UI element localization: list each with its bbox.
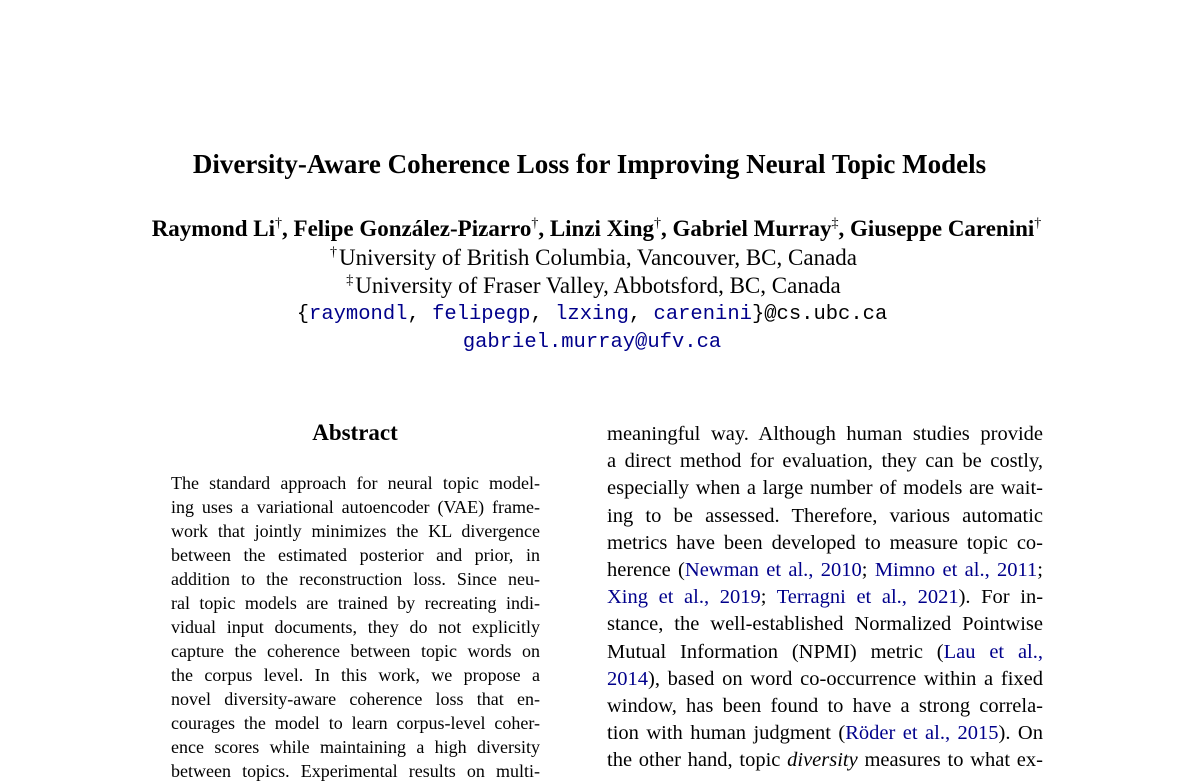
author-name: Giuseppe Carenini (850, 216, 1035, 241)
author-separator: , (838, 216, 851, 241)
citation-author[interactable]: Newman et al. (684, 558, 809, 581)
email-domain: }@cs.ubc.ca (751, 303, 888, 326)
email-link-carenini[interactable]: carenini (653, 303, 752, 326)
citation-sep: , (984, 558, 998, 581)
body-text: ; (760, 586, 777, 609)
abstract-heading: Abstract (312, 420, 398, 445)
email-ubc (0, 301, 1179, 329)
intro-text-column (607, 421, 1043, 774)
email-separator: , (530, 303, 556, 326)
citation-author[interactable]: Terragni et al. (776, 586, 902, 609)
citation-author[interactable]: Lau et al. (943, 640, 1038, 663)
affiliation-text: University of Fraser Valley, Abbotsford, BC, Canada (355, 273, 841, 298)
citation-year[interactable]: 2011 (997, 558, 1038, 581)
author-separator: , (538, 216, 550, 241)
email-separator: , (407, 303, 433, 326)
citation-sep: , (808, 558, 821, 581)
abstract-line: ing uses a variational autoencoder (VAE) frame- (171, 497, 540, 517)
author-name: Felipe González-Pizarro (293, 216, 532, 241)
citation-year[interactable]: 2021 (917, 586, 959, 609)
author-name: Gabriel Murray (672, 216, 832, 241)
body-line: stance, the well-established Normalized Pointwise (607, 613, 1043, 636)
email-link-felipegp[interactable]: felipegp (432, 303, 531, 326)
abstract-line: work that jointly minimizes the KL divergence (171, 521, 540, 541)
citation-mimno[interactable] (875, 559, 1037, 581)
body-line (607, 720, 1043, 747)
body-line (607, 639, 1043, 666)
body-line: ing to be assessed. Therefore, various automatic (607, 504, 1043, 527)
body-line: a direct method for evaluation, they can be costly, (607, 450, 1043, 473)
body-text: tion with human judgment ( (607, 722, 846, 745)
body-line: window, has been found to have a strong correla- (607, 694, 1043, 717)
body-line (607, 666, 1043, 693)
body-text: ; (1037, 558, 1043, 581)
citation-sep: , (703, 586, 720, 609)
email-brace-open: { (296, 303, 310, 326)
citation-lau-year[interactable]: 2014 (607, 667, 648, 690)
email-link-gabriel-murray[interactable]: gabriel.murray@ufv.ca (462, 331, 722, 354)
citation-year[interactable]: 2019 (719, 586, 761, 609)
author-name: Raymond Li (151, 216, 276, 241)
email-link-raymondl[interactable]: raymondl (309, 303, 408, 326)
citation-xing[interactable] (607, 586, 761, 608)
affiliation-mark: † (1034, 216, 1042, 231)
affiliation-mark: ‡ (831, 216, 839, 231)
affiliation-text: University of British Columbia, Vancouver, BC, Canada (338, 245, 857, 270)
affiliation-mark: † (275, 216, 283, 231)
body-text: ). For in- (958, 586, 1044, 609)
body-line: especially when a large number of models are wait- (607, 477, 1043, 500)
abstract-line: novel diversity-aware coherence loss that en- (171, 689, 540, 709)
citation-roder[interactable] (845, 722, 998, 744)
body-text: measures to what ex- (857, 749, 1043, 772)
body-text: herence ( (607, 558, 685, 581)
body-line: meaningful way. Although human studies provide (607, 423, 1043, 445)
paper-title: Diversity-Aware Coherence Loss for Improving Neural Topic Models (192, 149, 987, 179)
body-line (607, 584, 1043, 611)
citation-author[interactable]: Xing et al. (607, 586, 704, 609)
body-line (607, 557, 1043, 584)
body-text: the other hand, topic (607, 749, 788, 772)
affiliation-mark: ‡ (346, 273, 354, 288)
body-text: ). On (998, 722, 1043, 745)
abstract-line: capture the coherence between topic words on (171, 641, 540, 661)
citation-terragni[interactable] (777, 586, 959, 608)
author-separator: , (282, 216, 294, 241)
citation-year[interactable]: 2010 (820, 558, 862, 581)
citation-sep: , (901, 586, 918, 609)
affiliation-ufv (4, 272, 1179, 300)
body-line: metrics have been developed to measure topic co- (607, 531, 1043, 554)
emphasis-diversity: diversity (787, 749, 858, 772)
body-text: Mutual Information (NPMI) metric ( (607, 640, 944, 663)
citation-year[interactable]: 2015 (957, 722, 999, 745)
affiliation-ubc (4, 244, 1179, 272)
abstract-line: addition to the reconstruction loss. Since neu- (171, 569, 540, 589)
author-list (0, 213, 1179, 245)
email-ufv (0, 329, 1179, 357)
abstract-body (171, 471, 540, 783)
citation-lau[interactable] (944, 641, 1043, 663)
body-line (607, 747, 1043, 774)
abstract-line: The standard approach for neural topic model- (171, 473, 540, 493)
body-text: ), based on word co-occurrence within a fixed (648, 667, 1043, 690)
body-text: ; (861, 558, 875, 581)
affiliation-mark: † (329, 245, 337, 260)
affiliation-mark: † (654, 216, 661, 231)
email-separator: , (628, 303, 654, 326)
citation-sep: , (1037, 640, 1044, 663)
email-link-lzxing[interactable]: lzxing (555, 303, 629, 326)
abstract-line: ral topic models are trained by recreating indi- (171, 593, 540, 613)
author-separator: , (661, 216, 673, 241)
affiliation-mark: † (531, 216, 539, 231)
citation-sep: , (944, 722, 958, 745)
abstract-line: the corpus level. In this work, we propose a (171, 665, 540, 685)
abstract-line: courages the model to learn corpus-level coher- (171, 713, 540, 733)
citation-author[interactable]: Mimno et al. (874, 558, 985, 581)
citation-newman[interactable] (685, 559, 862, 581)
citation-author[interactable]: Röder et al. (845, 722, 945, 745)
abstract-line: between the estimated posterior and prior, in (171, 545, 540, 565)
abstract-line: ence scores while maintaining a high diversity (171, 737, 540, 757)
author-name: Linzi Xing (549, 216, 654, 241)
abstract-line: vidual input documents, they do not explicitly (171, 617, 540, 637)
abstract-line: between topics. Experimental results on multi- (171, 761, 540, 781)
